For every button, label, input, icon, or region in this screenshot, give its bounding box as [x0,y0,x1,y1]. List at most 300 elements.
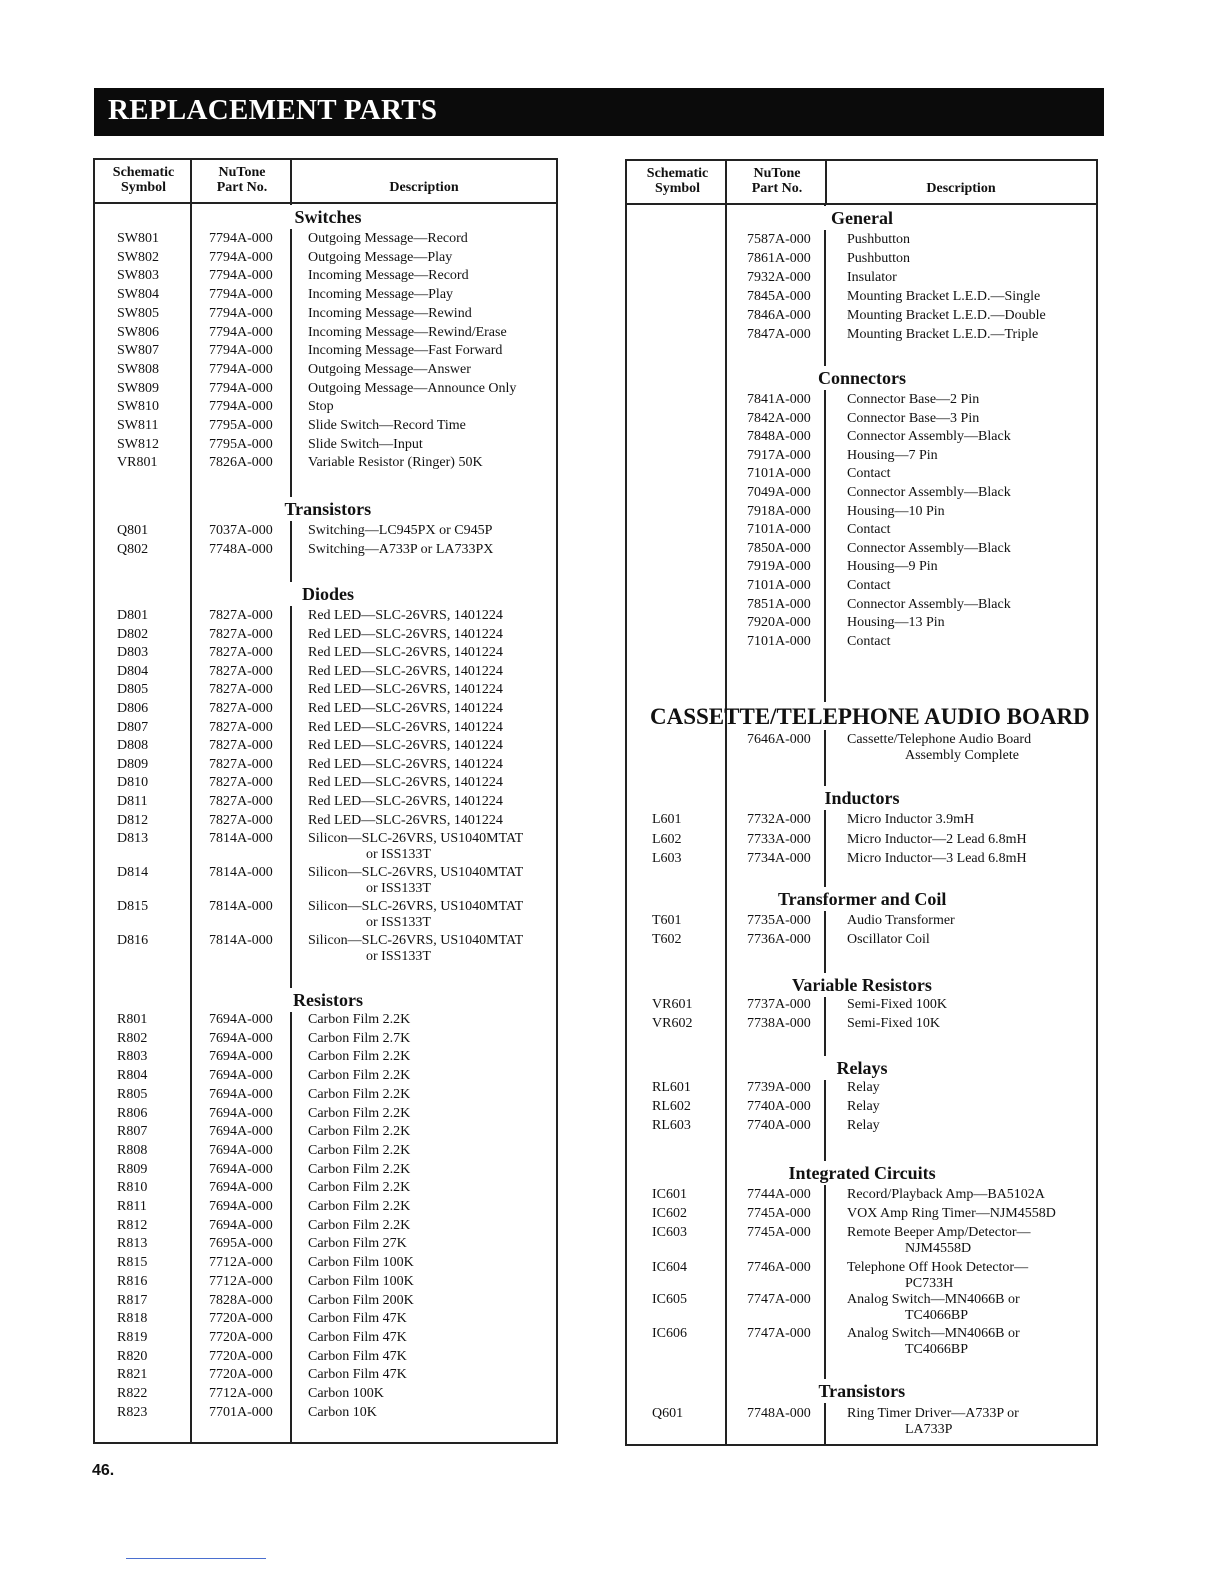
part-description [847,308,1046,324]
part-number: 7694A-000 [209,1124,273,1140]
part-number: 7695A-000 [209,1236,273,1252]
part-description [847,1080,880,1096]
description-line: Semi-Fixed 10K [847,1016,940,1031]
part-number: 7720A-000 [209,1329,273,1345]
schematic-symbol: L601 [652,812,682,827]
part-description [847,289,1040,305]
part-description [847,448,938,464]
column-divider [824,230,826,366]
schematic-symbol: R812 [117,1217,148,1233]
part-number: 7851A-000 [747,596,811,612]
part-number: 7037A-000 [209,523,273,538]
part-description [308,1180,410,1196]
description-line: Connector Base—3 Pin [847,410,980,426]
description-line: Carbon Film 47K [308,1311,407,1327]
part-description [847,1225,1031,1256]
part-number: 7694A-000 [209,1012,273,1027]
part-description [847,504,945,520]
description-continuation: Assembly Complete [905,748,1019,763]
part-number: 7917A-000 [747,447,811,463]
schematic-symbol: R803 [117,1049,148,1065]
description-line: Slide Switch—Record Time [308,418,466,433]
description-line: Insulator [847,269,897,285]
part-description [308,899,523,930]
part-number: 7720A-000 [209,1311,273,1327]
part-description [308,1386,384,1402]
description-line: Red LED—SLC-26VRS, 1401224 [308,812,503,828]
part-description [847,466,891,482]
part-description [308,1143,410,1159]
part-description [308,608,503,624]
part-description [308,775,503,791]
schematic-symbol: D801 [117,608,149,623]
description-line: Carbon Film 2.2K [308,1180,411,1196]
part-description [308,1236,407,1252]
description-line: Connector Base—2 Pin [847,392,980,407]
part-number: 7739A-000 [747,1080,811,1095]
part-description [847,485,1011,501]
page-title-banner [94,88,1104,136]
part-number: 7847A-000 [747,326,811,342]
part-description [308,325,507,341]
part-description [308,720,503,736]
part-description [308,757,503,773]
part-description [308,1162,410,1178]
part-description [847,1016,940,1032]
part-number: 7712A-000 [209,1386,273,1401]
description-continuation: or ISS133T [366,949,431,965]
schematic-symbol: SW802 [117,249,159,265]
part-number: 7814A-000 [209,865,273,881]
part-number: 7794A-000 [209,324,273,340]
part-description [847,559,938,575]
description-line: Variable Resistor (Ringer) 50K [308,455,483,471]
part-number: 7747A-000 [747,1292,811,1307]
part-description [308,1255,414,1271]
part-number: 7694A-000 [209,1086,273,1102]
schematic-symbol: IC606 [652,1326,687,1341]
header-symbol: Schematic Symbol [646,166,709,196]
column-divider [824,1185,826,1379]
description-line: Silicon—SLC-26VRS, US1040MTAT [308,831,524,847]
description-line: Ring Timer Driver—A733P or [847,1406,1019,1421]
schematic-symbol: R816 [117,1273,148,1289]
part-description [847,1260,1028,1291]
part-number: 7694A-000 [209,1199,273,1214]
schematic-symbol: T602 [652,932,682,947]
description-line: Record/Playback Amp—BA5102A [847,1187,1045,1202]
schematic-symbol: L602 [652,831,682,847]
part-description [308,664,503,680]
schematic-symbol: L603 [652,851,682,866]
part-description [308,1106,410,1122]
description-line: Red LED—SLC-26VRS, 1401224 [308,738,503,754]
part-description [308,418,466,434]
part-number: 7720A-000 [209,1367,273,1383]
description-line: Carbon Film 2.2K [308,1199,411,1214]
schematic-symbol: R808 [117,1142,148,1158]
part-number: 7828A-000 [209,1292,273,1308]
schematic-symbol: R815 [117,1255,148,1271]
section-heading-general: General [831,208,893,228]
page-number: 46. [92,1462,115,1479]
schematic-symbol: D802 [117,626,149,642]
part-description [847,429,1011,445]
schematic-symbol: R801 [117,1012,148,1027]
footer-rule [126,1558,266,1559]
part-description [847,615,945,631]
description-line: Mounting Bracket L.E.D.—Triple [847,326,1039,342]
schematic-symbol: SW806 [117,324,159,340]
description-line: Outgoing Message—Announce Only [308,380,517,396]
part-number: 7827A-000 [209,701,273,716]
part-description [847,392,979,408]
part-description [308,455,483,471]
part-description [308,542,493,558]
part-number: 7794A-000 [209,380,273,396]
part-number: 7794A-000 [209,361,273,377]
part-description [847,851,1027,867]
part-description [308,645,503,661]
schematic-symbol: SW805 [117,305,159,321]
part-number: 7737A-000 [747,997,811,1012]
part-number: 7712A-000 [209,1273,273,1289]
description-line: Outgoing Message—Answer [308,361,471,377]
schematic-symbol: RL601 [652,1080,691,1095]
part-number: 7740A-000 [747,1118,811,1133]
schematic-symbol: VR602 [652,1016,693,1031]
part-description [308,1367,407,1383]
description-line: Analog Switch—MN4066B or [847,1292,1020,1307]
schematic-symbol: SW804 [117,287,159,303]
description-line: Carbon Film 27K [308,1236,407,1252]
part-number: 7794A-000 [209,231,273,246]
part-description [847,232,910,248]
part-description [847,522,891,538]
schematic-symbol: D811 [117,794,148,809]
part-description [847,732,1031,763]
part-description [847,597,1011,613]
description-continuation: PC733H [905,1276,954,1291]
part-number: 7827A-000 [209,608,273,623]
description-line: Stop [308,399,334,415]
description-line: Slide Switch—Input [308,436,423,452]
description-line: Connector Assembly—Black [847,596,1011,612]
part-description [308,1087,410,1103]
description-line: Audio Transformer [847,913,955,928]
column-divider [824,730,826,786]
description-line: Telephone Off Hook Detector— [847,1260,1029,1275]
part-description [308,523,492,539]
part-description [308,1405,377,1421]
part-description [308,627,503,643]
header-description: Description [389,180,459,195]
part-description [308,1012,410,1028]
section-heading-inductors: Inductors [824,788,900,808]
part-description [847,1206,1056,1222]
description-line: Mounting Bracket L.E.D.—Single [847,288,1041,304]
schematic-symbol: SW811 [117,418,159,433]
column-divider [824,997,826,1056]
part-number: 7712A-000 [209,1255,273,1271]
column-divider [290,229,292,497]
description-line: Connector Assembly—Black [847,429,1011,445]
schematic-symbol: SW803 [117,268,159,284]
part-description [847,327,1038,343]
part-number: 7848A-000 [747,429,811,445]
part-description [847,997,947,1013]
section-heading-relays: Relays [836,1058,888,1078]
description-line: Contact [847,578,891,593]
schematic-symbol: R821 [117,1367,148,1383]
part-description [847,541,1011,557]
part-description [308,865,523,896]
part-number: 7748A-000 [747,1406,811,1421]
part-description [308,1330,407,1346]
column-divider [825,161,827,203]
description-continuation: or ISS133T [366,881,431,897]
schematic-symbol: IC601 [652,1187,687,1202]
part-number: 7587A-000 [747,232,811,247]
schematic-symbol: SW807 [117,343,159,359]
section-heading-switches: Switches [294,207,362,227]
part-description [308,1218,410,1234]
description-line: Incoming Message—Record [308,268,469,284]
description-line: Housing—9 Pin [847,559,938,575]
part-description [308,813,503,829]
description-line: Micro Inductor 3.9mH [847,812,975,827]
part-number: 7694A-000 [209,1105,273,1121]
part-number: 7101A-000 [747,466,811,482]
description-line: Pushbutton [847,250,911,266]
part-description [847,251,910,267]
part-description [308,794,503,810]
section-heading-varres: Variable Resistors [792,975,932,995]
description-line: Red LED—SLC-26VRS, 1401224 [308,626,503,642]
schematic-symbol: R813 [117,1236,148,1252]
description-line: Silicon—SLC-26VRS, US1040MTAT [308,865,524,881]
section-heading-ics: Integrated Circuits [788,1163,936,1183]
header-part-no: NuTone Part No. [216,165,268,195]
part-number: 7827A-000 [209,626,273,642]
description-line: Carbon Film 2.2K [308,1012,411,1027]
left-table-header [95,160,556,204]
description-line: Analog Switch—MN4066B or [847,1326,1020,1341]
part-number: 7794A-000 [209,268,273,284]
schematic-symbol: D815 [117,899,149,915]
part-number: 7744A-000 [747,1187,811,1202]
description-line: Incoming Message—Fast Forward [308,343,503,359]
schematic-symbol: D812 [117,812,149,828]
description-continuation: TC4066BP [905,1308,969,1323]
schematic-symbol: SW801 [117,231,159,246]
schematic-symbol: VR801 [117,455,158,471]
column-divider [290,521,292,582]
column-divider [824,1080,826,1161]
description-line: Contact [847,633,891,649]
part-description [308,1031,410,1047]
part-number: 7845A-000 [747,288,811,304]
schematic-symbol: IC603 [652,1225,687,1240]
part-number: 7794A-000 [209,343,273,359]
schematic-symbol: D810 [117,775,149,791]
description-line: Relay [847,1080,880,1095]
schematic-symbol: Q802 [117,542,149,557]
part-description [847,1118,880,1134]
description-line: Carbon Film 2.2K [308,1142,411,1158]
description-line: Carbon Film 2.2K [308,1068,411,1084]
column-divider [190,160,192,1442]
part-description [847,832,1027,848]
description-line: Housing—13 Pin [847,615,945,631]
part-description [847,1406,1019,1437]
section-heading-audio-board: CASSETTE/TELEPHONE AUDIO BOARD [650,704,1090,729]
schematic-symbol: R809 [117,1161,148,1177]
schematic-symbol: R818 [117,1311,148,1327]
schematic-symbol: R820 [117,1348,148,1364]
part-description [308,287,453,303]
description-line: Contact [847,466,891,482]
part-description [308,231,468,247]
schematic-symbol: SW812 [117,436,159,452]
part-number: 7101A-000 [747,522,811,538]
description-line: Silicon—SLC-26VRS, US1040MTAT [308,933,524,949]
schematic-symbol: D806 [117,701,149,716]
part-description [847,411,979,427]
column-divider [290,606,292,988]
part-number: 7748A-000 [209,542,273,557]
part-number: 7101A-000 [747,633,811,649]
part-description [847,578,891,594]
schematic-symbol: D814 [117,865,149,881]
section-heading-diodes: Diodes [302,584,355,604]
part-description [308,1199,410,1215]
description-line: Carbon Film 2.2K [308,1124,411,1140]
part-number: 7736A-000 [747,932,811,947]
description-line: Carbon Film 2.7K [308,1030,411,1046]
part-number: 7720A-000 [209,1348,273,1364]
schematic-symbol: R804 [117,1068,148,1084]
column-divider [824,810,826,887]
part-number: 7795A-000 [209,436,273,452]
part-number: 7841A-000 [747,392,811,407]
description-line: Carbon Film 2.2K [308,1105,411,1121]
part-description [308,1293,414,1309]
section-heading-transistors: Transistors [284,499,372,519]
schematic-symbol: R822 [117,1386,148,1401]
part-number: 7746A-000 [747,1260,811,1275]
description-line: Switching—LC945PX or C945P [308,523,493,538]
schematic-symbol: IC604 [652,1260,687,1275]
header-description: Description [926,181,996,196]
part-description [308,362,471,378]
description-line: Carbon Film 47K [308,1367,407,1383]
part-description [847,1099,880,1115]
schematic-symbol: RL602 [652,1099,691,1114]
section-heading-resistors: Resistors [293,990,363,1010]
part-number: 7049A-000 [747,485,811,500]
part-number: 7747A-000 [747,1326,811,1341]
part-number: 7740A-000 [747,1099,811,1114]
description-line: Contact [847,522,891,538]
description-line: Outgoing Message—Record [308,231,468,246]
description-line: Red LED—SLC-26VRS, 1401224 [308,756,503,772]
schematic-symbol: SW810 [117,399,159,415]
description-continuation: or ISS133T [366,915,431,931]
part-number: 7827A-000 [209,682,273,698]
schematic-symbol: D804 [117,663,149,679]
part-description [308,306,472,322]
description-line: Carbon Film 2.2K [308,1086,411,1102]
part-number: 7814A-000 [209,933,273,949]
schematic-symbol: RL603 [652,1118,691,1133]
description-line: Connector Assembly—Black [847,485,1011,500]
part-description [847,634,891,650]
part-description [847,913,955,929]
part-description [308,831,523,862]
part-description [847,270,897,286]
column-divider [824,1403,826,1444]
part-number: 7735A-000 [747,913,811,928]
schematic-symbol: R810 [117,1180,148,1196]
header-part-no: NuTone Part No. [751,166,803,196]
part-number: 7794A-000 [209,399,273,415]
schematic-symbol: T601 [652,913,682,928]
description-continuation: or ISS133T [366,847,431,863]
description-line: Carbon 100K [308,1386,384,1401]
part-description [308,738,503,754]
schematic-symbol: R802 [117,1030,148,1046]
description-line: Carbon Film 100K [308,1273,414,1289]
part-number: 7694A-000 [209,1161,273,1177]
description-line: Red LED—SLC-26VRS, 1401224 [308,719,503,735]
part-number: 7794A-000 [209,287,273,303]
part-description [308,701,503,717]
part-description [847,1187,1045,1203]
description-line: Connector Assembly—Black [847,540,1011,556]
part-number: 7920A-000 [747,615,811,631]
description-line: Red LED—SLC-26VRS, 1401224 [308,794,503,809]
part-description [308,1049,410,1065]
schematic-symbol: D816 [117,933,149,949]
part-number: 7827A-000 [209,756,273,772]
part-description [308,682,503,698]
description-line: Housing—10 Pin [847,503,945,519]
schematic-symbol: D803 [117,645,149,661]
description-line: Semi-Fixed 100K [847,997,947,1012]
description-line: Carbon Film 100K [308,1255,414,1271]
schematic-symbol: R819 [117,1329,148,1345]
description-line: Remote Beeper Amp/Detector— [847,1225,1031,1240]
schematic-symbol: IC605 [652,1292,687,1307]
part-number: 7794A-000 [209,249,273,265]
part-number: 7694A-000 [209,1217,273,1233]
part-description [308,399,334,415]
description-continuation: TC4066BP [905,1342,969,1357]
right-table-header [627,161,1096,205]
part-number: 7794A-000 [209,305,273,321]
description-line: Micro Inductor—2 Lead 6.8mH [847,831,1027,847]
description-line: Oscillator Coil [847,932,930,947]
schematic-symbol: D805 [117,682,149,698]
schematic-symbol: D808 [117,738,149,754]
part-description [308,1349,407,1365]
part-number: 7694A-000 [209,1180,273,1196]
part-number: 7745A-000 [747,1206,811,1221]
part-number: 7919A-000 [747,559,811,575]
part-number: 7827A-000 [209,738,273,754]
description-line: Pushbutton [847,232,911,247]
